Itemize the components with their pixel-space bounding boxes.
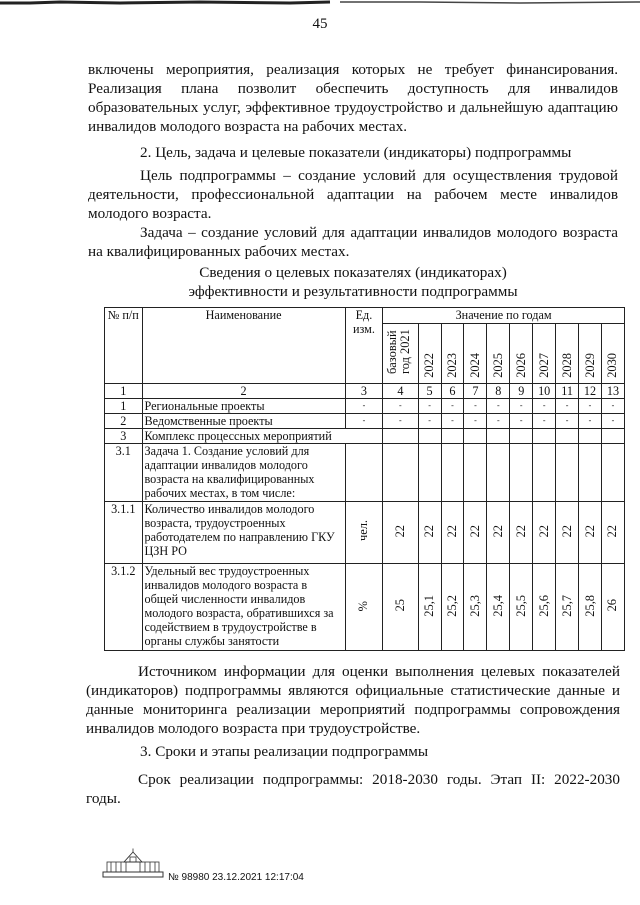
header-year: 2024 [467, 353, 482, 378]
table-caption-line-1: Сведения о целевых показателях (индикаторах) [199, 264, 507, 281]
row-name: Ведомственные проекты [142, 414, 345, 429]
row-value: - [441, 399, 464, 414]
row-value: - [487, 399, 510, 414]
row-value: - [418, 399, 441, 414]
row-value: - [383, 414, 418, 429]
row-name: Комплекс процессных мероприятий [142, 429, 383, 444]
row-value: 22 [490, 524, 505, 538]
row-unit: - [345, 414, 383, 429]
row-name: Задача 1. Создание условий для адаптации инвалидов молодого возраста на квалифицированных рабочих местах, в том числе: [142, 444, 345, 502]
column-number: 7 [464, 384, 487, 399]
section-2-heading: 2. Цель, задача и целевые показатели (индикаторы) подпрограммы [140, 144, 572, 161]
header-values: Значение по годам [383, 308, 625, 324]
header-name: Наименование [142, 308, 345, 384]
signature-registration: № 98980 23.12.2021 12:17:04 [168, 872, 304, 883]
row-value: - [579, 414, 602, 429]
table-caption-line-2: эффективности и результативности подпрограммы [188, 283, 518, 300]
page-number: 45 [312, 16, 328, 32]
row-value: 22 [392, 524, 407, 538]
row-name: Региональные проекты [142, 399, 345, 414]
table-row [105, 564, 625, 651]
row-value: 25 [392, 599, 407, 612]
header-year: 2023 [444, 353, 459, 378]
row-value: - [579, 399, 602, 414]
row-value: 22 [467, 524, 482, 538]
row-unit: % [356, 600, 371, 611]
row-value: 25,8 [582, 594, 597, 617]
row-value: 25,2 [444, 594, 459, 617]
row-unit: чел. [356, 520, 371, 542]
table-row [105, 399, 625, 414]
table-row [105, 502, 625, 564]
column-number: 12 [579, 384, 602, 399]
row-value: 25,5 [513, 594, 528, 617]
column-number: 1 [105, 384, 143, 399]
header-unit: Ед. изм. [345, 308, 383, 384]
indicators-table [104, 307, 625, 651]
column-number: 6 [441, 384, 464, 399]
row-num: 2 [105, 414, 143, 429]
header-year: 2027 [536, 353, 551, 378]
row-value: - [487, 414, 510, 429]
row-value: 26 [605, 599, 620, 612]
row-value: 22 [605, 524, 620, 538]
table-row [105, 429, 625, 444]
row-value: 22 [582, 524, 597, 538]
row-value: - [601, 399, 624, 414]
row-value: - [556, 414, 579, 429]
header-year-base: базовый год 2021 [385, 329, 413, 375]
row-value: 25,7 [559, 594, 574, 617]
column-number: 4 [383, 384, 418, 399]
table-row [105, 444, 625, 502]
header-year: 2029 [582, 353, 597, 378]
header-year: 2028 [559, 353, 574, 378]
row-value: 22 [422, 524, 437, 538]
row-value: - [510, 399, 533, 414]
row-value: 25,3 [467, 594, 482, 617]
row-value: - [464, 399, 487, 414]
row-num: 1 [105, 399, 143, 414]
row-num: 3.1.2 [105, 564, 143, 651]
header-num: № п/п [105, 308, 143, 384]
column-number: 3 [345, 384, 383, 399]
row-num: 3.1.1 [105, 502, 143, 564]
row-value: - [441, 414, 464, 429]
column-number: 11 [556, 384, 579, 399]
row-value: 22 [559, 524, 574, 538]
column-number: 13 [601, 384, 624, 399]
row-num: 3 [105, 429, 143, 444]
top-scan-line [0, 0, 640, 6]
row-value: - [556, 399, 579, 414]
task-paragraph: Задача – создание условий для адаптации инвалидов молодого возраста на квалифицированных рабочих местах. [88, 224, 618, 260]
row-unit: - [345, 399, 383, 414]
header-year: 2025 [490, 353, 505, 378]
row-value: 22 [536, 524, 551, 538]
column-number: 10 [533, 384, 556, 399]
column-number: 9 [510, 384, 533, 399]
row-value: 22 [513, 524, 528, 538]
column-number: 2 [142, 384, 345, 399]
government-building-stamp-icon [102, 848, 164, 878]
row-name: Количество инвалидов молодого возраста, трудоустроенных работодателем по направлению ГКУ ЦЗН РО [142, 502, 345, 564]
row-num: 3.1 [105, 444, 143, 502]
terms-paragraph: Срок реализации подпрограммы: 2018-2030 годы. Этап II: 2022-2030 годы. [86, 771, 620, 807]
row-value: - [383, 399, 418, 414]
row-value: - [464, 414, 487, 429]
column-number: 5 [418, 384, 441, 399]
header-year: 2022 [422, 353, 437, 378]
goal-paragraph: Цель подпрограммы – создание условий для осуществления трудовой деятельности, профессиональной адаптации на рабочем месте инвалидов молодого возраста. [88, 167, 618, 222]
header-year: 2026 [513, 353, 528, 378]
row-value: 25,1 [422, 594, 437, 617]
source-paragraph: Источником информации для оценки выполнения целевых показателей (индикаторов) подпрограммы являются официальные статистические данные и данные мониторинга реализации мероприятий подпрограммы сопровождения инвалидов молодого возраста при трудоустройстве. [86, 663, 620, 737]
row-value: - [533, 414, 556, 429]
column-number-row [105, 384, 625, 399]
row-value: - [510, 414, 533, 429]
row-value: 25,6 [536, 594, 551, 617]
row-value: - [601, 414, 624, 429]
intro-paragraph: включены мероприятия, реализация которых не требует финансирования. Реализация плана позволит обеспечить доступность для инвалидов образовательных услуг, эффективное трудоустройство и дальнейшую адаптацию инвалидов молодого возраста на рабочих местах. [88, 61, 618, 135]
section-3-heading: 3. Сроки и этапы реализации подпрограммы [140, 743, 429, 760]
row-value: - [533, 399, 556, 414]
header-year: 2030 [605, 353, 620, 378]
row-value: 22 [444, 524, 459, 538]
row-name: Удельный вес трудоустроенных инвалидов молодого возраста в общей численности инвалидов молодого возраста, обратившихся за содействием в трудоустройстве в органы службы занятости [142, 564, 345, 651]
column-number: 8 [487, 384, 510, 399]
row-value: - [418, 414, 441, 429]
row-value: 25,4 [490, 594, 505, 617]
table-row [105, 414, 625, 429]
